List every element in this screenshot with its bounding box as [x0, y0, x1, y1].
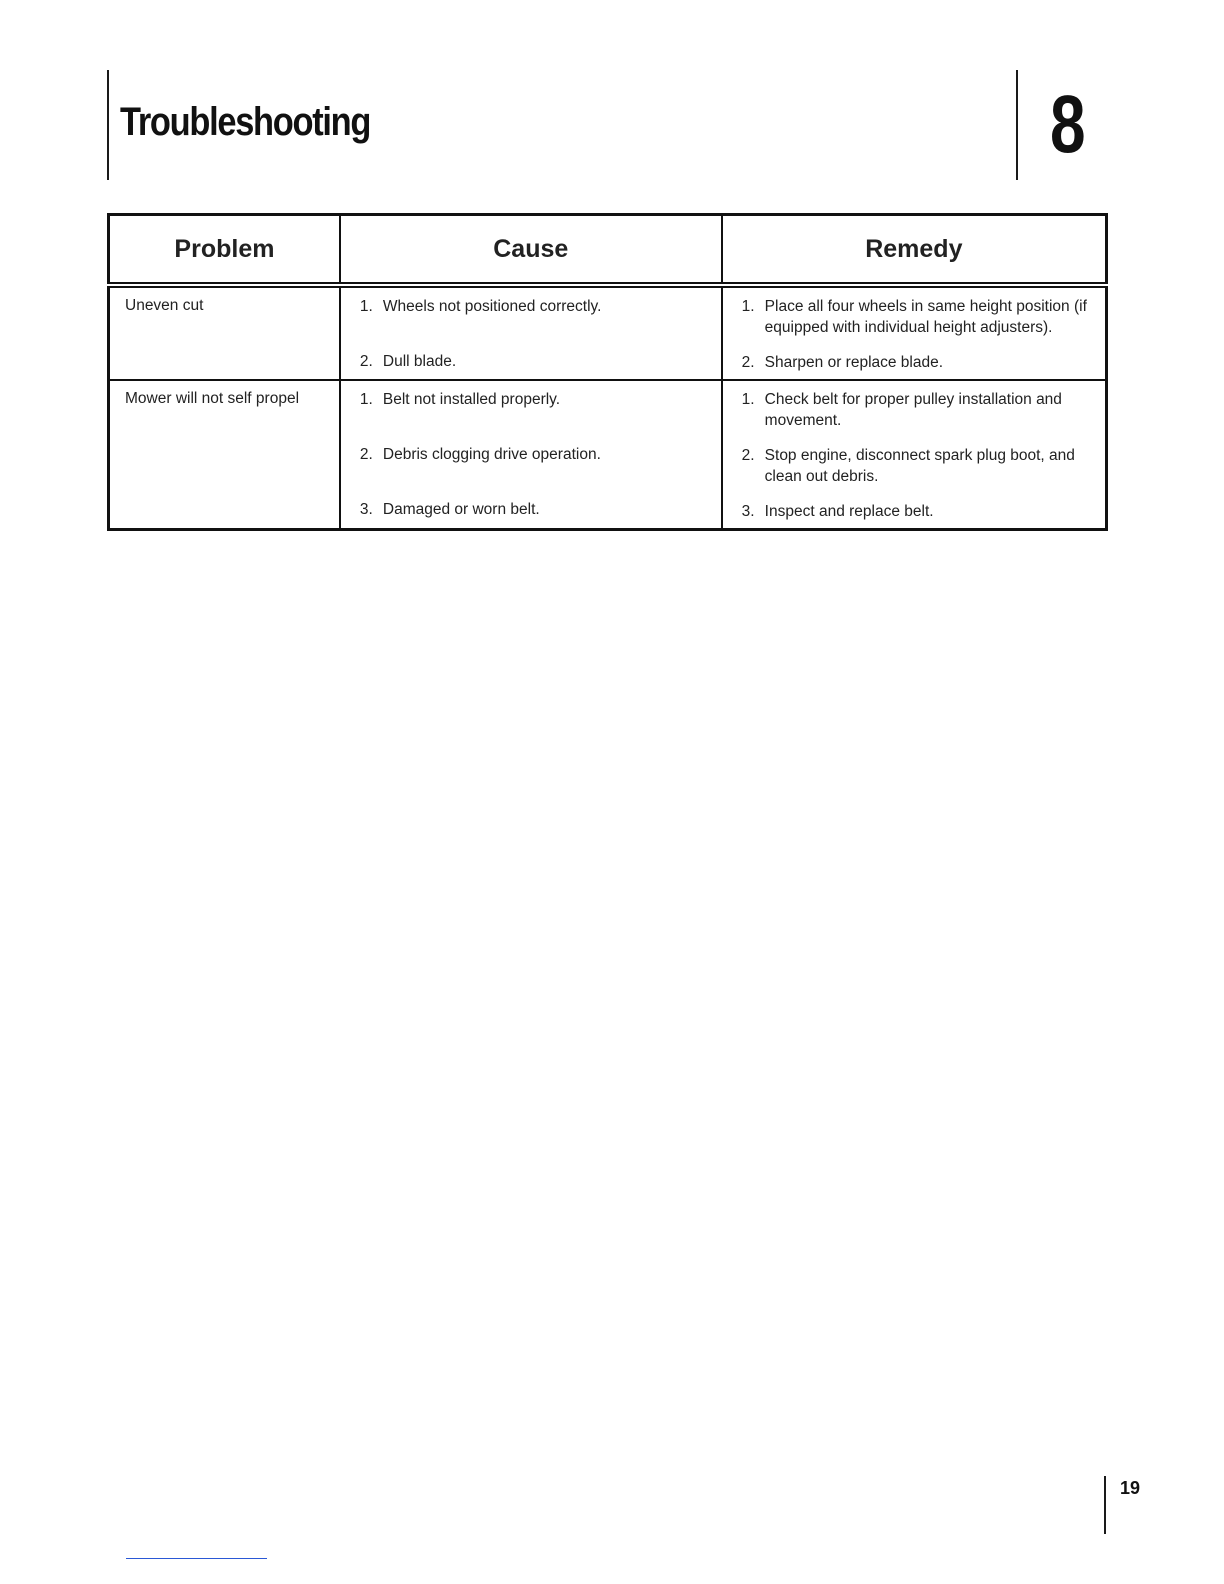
page-number-divider	[1104, 1476, 1106, 1534]
table-row	[109, 380, 1107, 530]
page-title: Troubleshooting	[120, 100, 371, 144]
remedy-number: 2.	[741, 354, 755, 371]
remedy-text: Check belt for proper pulley installation and movement.	[764, 391, 1062, 429]
footer-underline	[126, 1558, 267, 1559]
remedy-item	[742, 389, 1099, 431]
title-divider	[107, 70, 109, 180]
chapter-number: 8	[1050, 79, 1086, 170]
cause-cell	[340, 380, 722, 530]
cause-item	[360, 444, 715, 465]
cause-item	[360, 351, 715, 372]
column-header-cause: Cause	[340, 215, 722, 286]
page-number: 19	[1120, 1478, 1141, 1498]
cause-item	[360, 296, 715, 317]
remedy-text: Place all four wheels in same height position (if equipped with individual height adjusters).	[764, 298, 1087, 336]
remedy-number: 1.	[741, 298, 755, 315]
cause-number: 2.	[359, 353, 373, 370]
table-row	[109, 285, 1107, 380]
remedy-text: Inspect and replace belt.	[764, 503, 934, 520]
remedy-number: 3.	[741, 503, 755, 520]
problem-cell	[109, 380, 340, 530]
problem-text: Uneven cut	[125, 297, 204, 314]
remedy-item	[742, 445, 1099, 487]
cause-text: Wheels not positioned correctly.	[382, 298, 602, 315]
remedy-text: Sharpen or replace blade.	[764, 354, 944, 371]
cause-text: Belt not installed properly.	[382, 391, 561, 408]
cause-number: 2.	[359, 446, 373, 463]
table-header-row	[109, 215, 1107, 286]
cause-number: 1.	[359, 391, 373, 408]
cause-item	[360, 499, 715, 520]
cause-text: Dull blade.	[382, 353, 457, 370]
problem-cell	[109, 285, 340, 380]
cause-cell	[340, 285, 722, 380]
remedy-number: 2.	[741, 447, 755, 464]
column-header-problem: Problem	[109, 215, 340, 286]
remedy-item	[742, 352, 1099, 373]
column-header-remedy: Remedy	[722, 215, 1107, 286]
troubleshooting-table	[107, 213, 1108, 531]
remedy-number: 1.	[741, 391, 755, 408]
cause-item	[360, 389, 715, 410]
cause-number: 1.	[359, 298, 373, 315]
cause-text: Damaged or worn belt.	[382, 501, 540, 518]
remedy-item	[742, 501, 1099, 522]
remedy-cell	[722, 285, 1107, 380]
remedy-cell	[722, 380, 1107, 530]
problem-text: Mower will not self propel	[125, 390, 300, 407]
chapter-divider	[1016, 70, 1018, 180]
cause-text: Debris clogging drive operation.	[382, 446, 601, 463]
cause-number: 3.	[359, 501, 373, 518]
remedy-item	[742, 296, 1099, 338]
remedy-text: Stop engine, disconnect spark plug boot, and clean out debris.	[764, 447, 1075, 485]
